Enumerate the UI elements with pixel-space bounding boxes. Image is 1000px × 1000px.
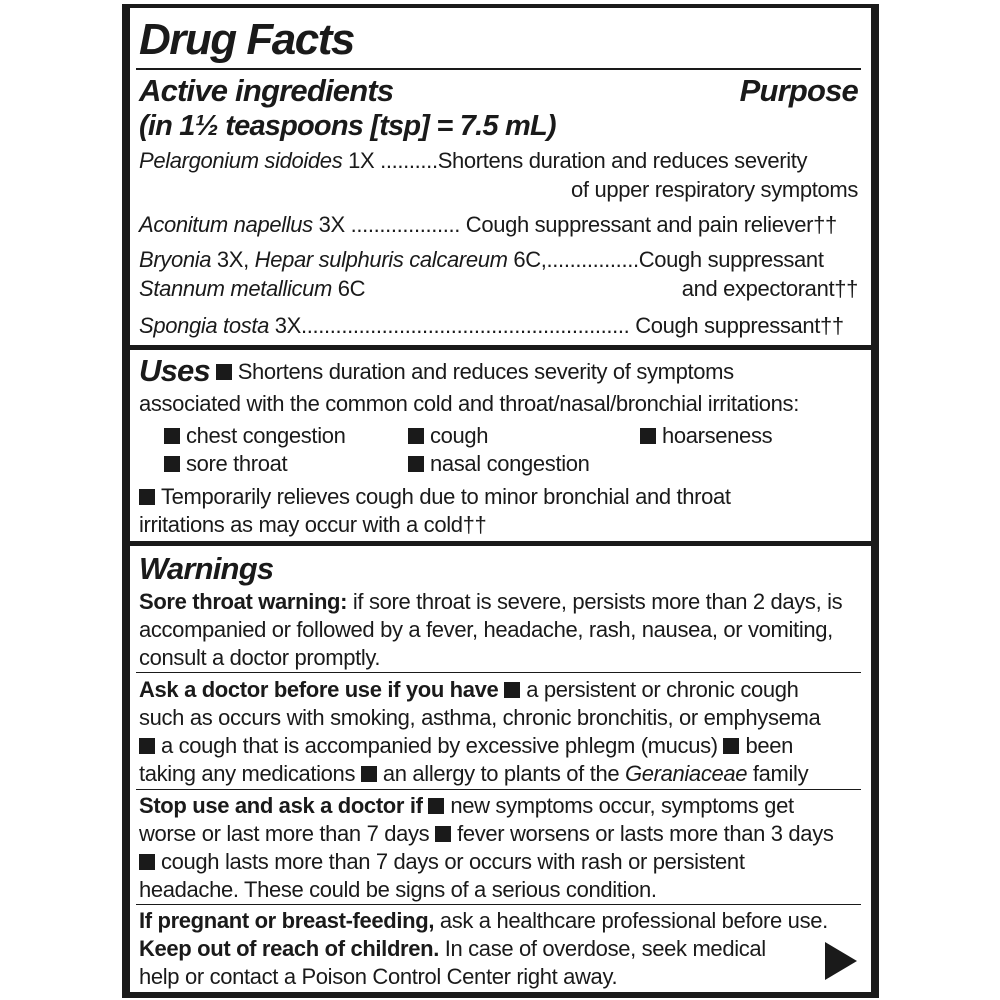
- warning-label: Ask a doctor before use if you have: [139, 677, 499, 702]
- ingredient-name: Pelargonium sidoides: [139, 148, 343, 173]
- warning-text: such as occurs with smoking, asthma, chronic bronchitis, or emphysema: [139, 705, 821, 730]
- dose-statement: (in 1½ teaspoons [tsp] = 7.5 mL): [139, 110, 556, 142]
- leader-dots: ................: [546, 247, 639, 272]
- warning-text: headache. These could be signs of a serious condition.: [139, 877, 657, 902]
- ingredient-potency: 3X: [312, 212, 351, 237]
- section-divider: [136, 789, 861, 790]
- plant-family-name: Geraniaceae: [625, 761, 748, 786]
- ingredient-row-continued: [139, 276, 365, 302]
- uses-intro-line: Shortens duration and reduces severity of symptoms: [237, 359, 734, 384]
- stop-use-warning: [139, 793, 794, 819]
- warning-text: family: [747, 761, 809, 786]
- ingredient-name: Aconitum napellus: [139, 212, 313, 237]
- uses-intro: [139, 353, 734, 388]
- ingredient-name: Hepar sulphuris calcareum: [254, 247, 508, 272]
- square-bullet-icon: [408, 456, 424, 472]
- list-item: [164, 423, 346, 449]
- ingredient-name: Bryonia: [139, 247, 212, 272]
- ingredient-row: [139, 247, 824, 273]
- leader-dots: ...................: [350, 212, 461, 237]
- keep-out-warning: [139, 936, 766, 962]
- ingredient-row: [139, 313, 844, 339]
- uses-relief: [139, 484, 731, 510]
- symptom-label: sore throat: [186, 451, 288, 476]
- ingredient-name: Spongia tosta: [139, 313, 269, 338]
- continue-arrow-icon: [825, 942, 857, 980]
- list-item: [640, 423, 772, 449]
- square-bullet-icon: [361, 766, 377, 782]
- pregnancy-warning: [139, 908, 828, 934]
- square-bullet-icon: [723, 738, 739, 754]
- warning-text: an allergy to plants of the: [382, 761, 625, 786]
- symptom-label: hoarseness: [662, 423, 773, 448]
- warning-text: ask a healthcare professional before use.: [434, 908, 828, 933]
- ingredient-row: [139, 148, 807, 174]
- warning-text-row: [139, 733, 793, 759]
- uses-heading: Uses: [139, 353, 210, 388]
- symptom-label: nasal congestion: [430, 451, 590, 476]
- warning-text: accompanied or followed by a fever, headache, rash, nausea, or vomiting,: [139, 617, 833, 642]
- ingredient-potency: 6C,: [507, 247, 547, 272]
- warning-text: cough lasts more than 7 days or occurs with rash or persistent: [161, 849, 745, 874]
- warning-label: Keep out of reach of children.: [139, 936, 439, 961]
- list-item: [408, 451, 590, 477]
- sore-throat-warning: [139, 589, 842, 615]
- warnings-heading: Warnings: [139, 551, 274, 586]
- warning-text: a persistent or chronic cough: [526, 677, 799, 702]
- ask-doctor-warning: [139, 677, 799, 703]
- symptom-label: chest congestion: [186, 423, 346, 448]
- square-bullet-icon: [428, 798, 444, 814]
- page-title: Drug Facts: [139, 15, 354, 64]
- warning-label: Stop use and ask a doctor if: [139, 793, 423, 818]
- warning-text-row: [139, 849, 745, 875]
- ingredient-purpose: Shortens duration and reduces severity: [437, 148, 808, 173]
- square-bullet-icon: [164, 428, 180, 444]
- ingredient-purpose-continued: and expectorant††: [681, 276, 858, 301]
- square-bullet-icon: [139, 854, 155, 870]
- ingredient-row: [139, 212, 837, 238]
- ingredient-purpose: Cough suppressant††: [629, 313, 844, 338]
- warning-text-row: [139, 821, 834, 847]
- ingredient-potency: 1X: [342, 148, 381, 173]
- purpose-heading: Purpose: [739, 73, 858, 108]
- warning-text: if sore throat is severe, persists more than 2 days, is: [347, 589, 843, 614]
- square-bullet-icon: [504, 682, 520, 698]
- leader-dots: .........................................................: [300, 313, 630, 338]
- warning-text: worse or last more than 7 days: [139, 821, 430, 846]
- square-bullet-icon: [139, 738, 155, 754]
- warning-text: taking any medications: [139, 761, 356, 786]
- ingredient-name: Stannum metallicum: [139, 276, 332, 301]
- list-item: [408, 423, 488, 449]
- ingredient-potency: 3X,: [211, 247, 255, 272]
- warning-text: help or contact a Poison Control Center right away.: [139, 964, 618, 989]
- warning-text: In case of overdose, seek medical: [438, 936, 766, 961]
- warning-label: Sore throat warning:: [139, 589, 348, 614]
- warning-text: new symptoms occur, symptoms get: [450, 793, 794, 818]
- warning-text-row: [139, 761, 808, 787]
- warning-text: been: [745, 733, 794, 758]
- ingredient-purpose-continued: of upper respiratory symptoms: [571, 177, 858, 202]
- uses-relief-line: irritations as may occur with a cold††: [139, 512, 487, 537]
- ingredient-purpose: Cough suppressant and pain reliever††: [460, 212, 837, 237]
- warning-label: If pregnant or breast-feeding,: [139, 908, 435, 933]
- ingredient-potency: 6C: [332, 276, 366, 301]
- warnings-panel: [130, 546, 871, 992]
- square-bullet-icon: [408, 428, 424, 444]
- square-bullet-icon: [216, 364, 232, 380]
- uses-panel: [130, 350, 871, 541]
- symptom-label: cough: [430, 423, 489, 448]
- ingredient-purpose: Cough suppressant: [638, 247, 824, 272]
- square-bullet-icon: [435, 826, 451, 842]
- leader-dots: ..........: [380, 148, 438, 173]
- warning-text: consult a doctor promptly.: [139, 645, 381, 670]
- active-ingredients-heading: Active ingredients: [139, 73, 394, 108]
- section-divider: [136, 672, 861, 673]
- square-bullet-icon: [164, 456, 180, 472]
- uses-relief-line: Temporarily relieves cough due to minor bronchial and throat: [161, 484, 731, 509]
- section-divider: [136, 904, 861, 905]
- warning-text: fever worsens or lasts more than 3 days: [457, 821, 834, 846]
- warning-text: a cough that is accompanied by excessive phlegm (mucus): [161, 733, 718, 758]
- active-ingredients-panel: [130, 8, 871, 345]
- square-bullet-icon: [640, 428, 656, 444]
- square-bullet-icon: [139, 489, 155, 505]
- list-item: [164, 451, 287, 477]
- ingredient-potency: 3X: [269, 313, 301, 338]
- drug-facts-label: [122, 4, 879, 998]
- uses-intro-line: associated with the common cold and throat/nasal/bronchial irritations:: [139, 391, 799, 416]
- title-rule: [136, 68, 861, 70]
